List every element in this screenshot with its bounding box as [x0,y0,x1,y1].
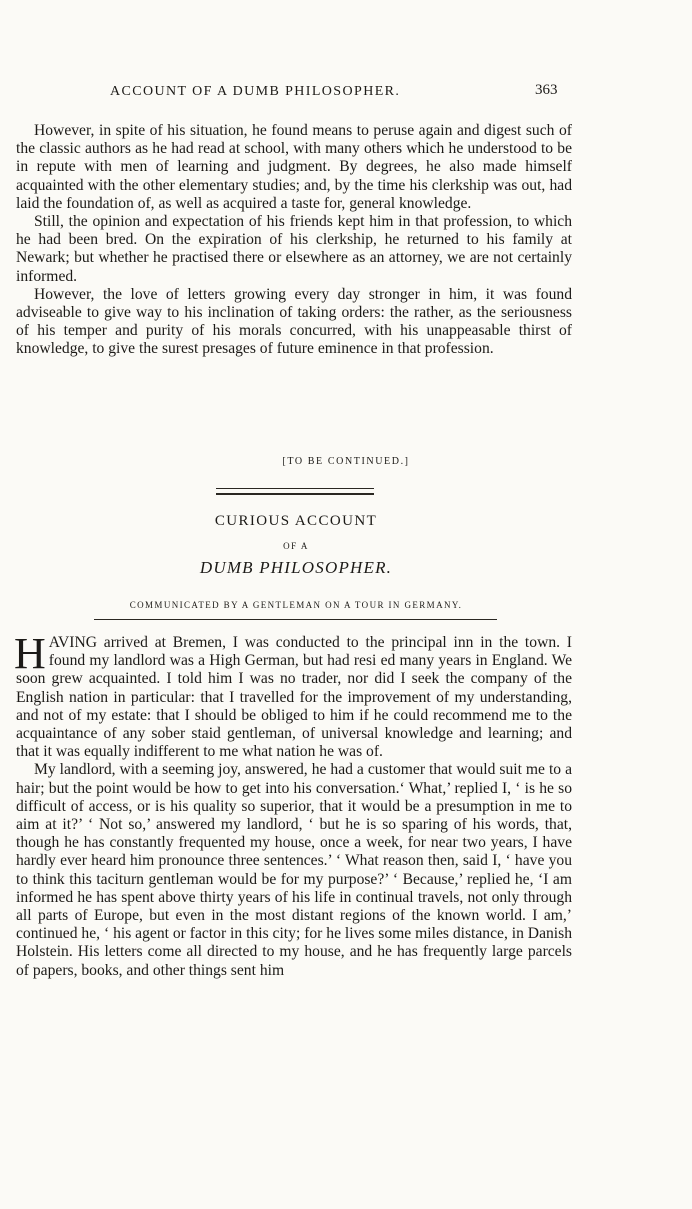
to-be-continued-note: [TO BE CONTINUED.] [282,456,410,467]
drop-cap: H [14,629,46,678]
paragraph: Still, the opinion and expectation of his friends kept him in that profession, to which he had been bred. On the expiration of his clerkship, he returned to his family at Newark; but whether he practised there or elsewhere as an attorney, we are not certainly informed. [16,213,572,285]
page-number: 363 [535,82,558,98]
article-title-line-2: OF A [283,541,309,551]
running-title: ACCOUNT OF A DUMB PHILOSOPHER. [110,84,401,99]
section-divider [216,488,374,489]
byline-rule [94,619,497,620]
opening-paragraph [14,629,572,761]
paragraph: My landlord, with a seeming joy, answered, he had a customer that would suit me to a hair; but the point would be how to get into his conversation.‘ What,’ replied I, ‘ is he so difficult of access, or is his quality so superior, that it would be a presumption in me to aim at it?’ ‘ Not so,’ answered my landlord, ‘ but he is so sparing of his words, that, though he has constantly frequented my house, once a week, for near two years, I have hardly ever heard him pronounce three sentences.’ ‘ What reason then, said I, ‘ have you to think this taciturn gentleman would be for my purpose?’ ‘ Because,’ replied he, ‘I am informed he has spent above thirty years of his life in continual travels, not only through all parts of Europe, but even in the most distant regions of the known world. I am,’ continued he, ‘ his agent or factor in this city; for he lives some miles distance, in Danish Holstein. His letters come all directed to my house, and he has frequently large parcels of papers, books, and other things sent him [16,761,572,979]
article-title-line-1: CURIOUS ACCOUNT [214,513,378,529]
continued-article-text [16,122,572,359]
article-text [14,629,572,980]
paragraph: However, the love of letters growing every day stronger in him, it was found adviseable to give way to his inclination of taking orders: the rather, as the seriousness of his temper and purity of his morals concurred, with his unappeasable thirst of knowledge, to give the surest presages of future eminence in that profession. [16,285,572,358]
article-byline: COMMUNICATED BY A GENTLEMAN ON A TOUR IN GERMANY. [129,600,463,610]
section-divider [216,493,374,495]
article-title-line-3: DUMB PHILOSOPHER. [199,558,393,577]
paragraph: However, in spite of his situation, he found means to peruse again and digest such of the classic authors as he had read at school, with many others which he understood to be in repute with men of learning and judgment. By degrees, he also made himself acquainted with the other elementary studies; and, by the time his clerkship was out, had laid the foundation of, as well as acquired a taste for, general knowledge. [16,122,572,212]
opening-paragraph-text: AVING arrived at Bremen, I was conducted to the principal inn in the town. I found my landlord was a High German, but had resi ed many years in England. We soon grew acquainted. I told him I was no trader, nor did I seek the company of the English nation in particular: that I travelled for the improvement of my understanding, and not of my estate: that I should be obliged to him if he could recommend me to the acquaintance of any sober staid gentleman, of universal knowledge and learning; and that it was equally indifferent to me what nation he was of. [16,634,572,761]
running-head [0,84,692,106]
